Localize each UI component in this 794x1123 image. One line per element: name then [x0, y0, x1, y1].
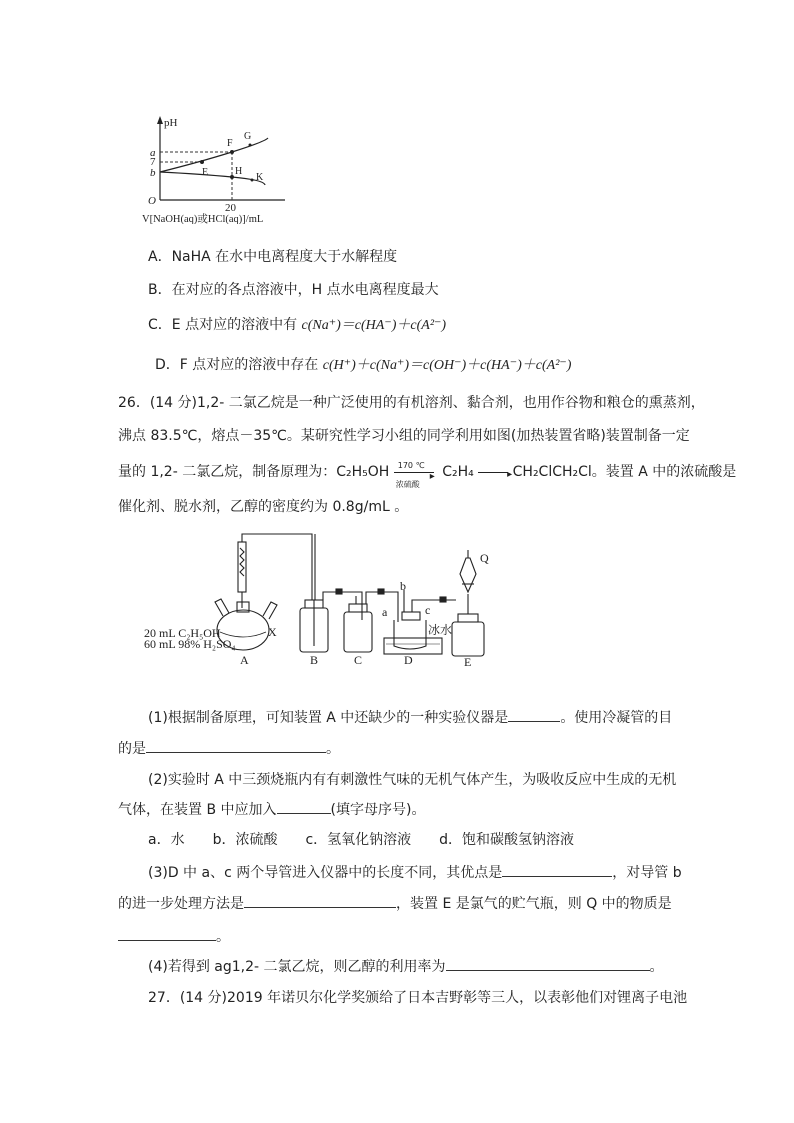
q3-text-c: 的进一步处理方法是 [118, 896, 244, 912]
q3-text-a: (3)D 中 a、c 两个导管进入仪器中的长度不同，其优点是 [148, 865, 503, 881]
q2-line2 [118, 799, 425, 820]
label-d-apparatus: D [404, 653, 413, 667]
q2-options: a．水 b．浓硫酸 c．氢氧化钠溶液 d．饱和碳酸氢钠溶液 [148, 832, 575, 848]
y-tick-b: b [150, 167, 156, 179]
point-f-label: F [227, 138, 233, 149]
option-d-formula: c(H⁺)＋c(Na⁺)＝c(OH⁻)＋c(HA⁻)＋c(A²⁻) [322, 358, 572, 373]
origin-label: O [148, 195, 156, 207]
answer-blank-q3-advantage[interactable] [502, 862, 612, 877]
q3-line2 [118, 893, 672, 914]
point-g-label: G [244, 131, 252, 142]
q1-line1 [148, 707, 672, 728]
option-d [155, 355, 571, 376]
q4-line [148, 956, 664, 977]
q26-line3 [118, 461, 737, 489]
label-c-apparatus: C [354, 653, 363, 667]
reagent-acid-label: 60 mL 98% H₂SO₄ [144, 637, 236, 651]
q3-line1 [148, 862, 682, 883]
answer-blank-q1-instrument[interactable] [508, 707, 560, 722]
option-b: B．在对应的各点溶液中，H 点水电离程度最大 [148, 282, 439, 298]
q26-line3-end: CH₂ClCH₂Cl。装置 A 中的浓硫酸是 [512, 464, 737, 480]
option-c [148, 315, 446, 336]
q4-text-a: (4)若得到 ag1,2- 二氯乙烷，则乙醇的利用率为 [148, 959, 446, 975]
option-d-prefix: D．F 点对应的溶液中存在 [155, 357, 323, 373]
x-axis-label: V[NaOH(aq)或HCl(aq)]/mL [142, 214, 264, 224]
x-tick-20: 20 [225, 202, 236, 214]
answer-blank-q1-purpose[interactable] [146, 738, 326, 753]
arrow-head: ▸ [429, 471, 435, 482]
reaction-arrow [394, 461, 438, 489]
label-x: X [268, 625, 277, 639]
apparatus-diagram [140, 530, 510, 672]
q27-line1: 27．(14 分)2019 年诺贝尔化学奖颁给了日本吉野彰等三人，以表彰他们对锂离子电池 [148, 990, 688, 1006]
y-tick-7: 7 [150, 156, 156, 168]
q1-line2 [118, 738, 340, 759]
q3-text-b: ，对导管 b [612, 865, 682, 881]
ph-graph [140, 112, 320, 224]
q4-text-b: 。 [649, 959, 664, 975]
q26-line3-mid: C₂H₄ [442, 464, 474, 480]
q26-line4: 催化剂、脱水剂，乙醇的密度约为 0.8g/mL 。 [118, 499, 409, 515]
q2-line1: (2)实验时 A 中三颈烧瓶内有有刺激性气味的无机气体产生，为吸收反应中生成的无机 [148, 772, 677, 788]
q1-text-a: (1)根据制备原理，可知装置 A 中还缺少的一种实验仪器是 [148, 710, 509, 726]
point-e-label: E [202, 167, 209, 178]
q26-line2: 沸点 83.5℃，熔点－35℃。某研究性学习小组的同学利用如图(加热装置省略)装置制备一定 [118, 428, 690, 444]
q26-line1: 26．(14 分)1,2- 二氯乙烷是一种广泛使用的有机溶剂、黏合剂，也用作谷物和粮仓的熏蒸剂， [118, 395, 705, 411]
q2-text-b: 气体，在装置 B 中应加入 [118, 802, 277, 818]
arrow-line [394, 472, 434, 473]
q3-text-d: ，装置 E 是氯气的贮气瓶，则 Q 中的物质是 [396, 896, 672, 912]
y-axis-label: pH [164, 117, 178, 129]
label-b-apparatus: B [310, 653, 319, 667]
option-c-prefix: C．E 点对应的溶液中有 [148, 317, 302, 333]
point-k-label: K [256, 172, 264, 183]
arrow-condition-bottom: 浓硫酸 [395, 480, 420, 489]
q2-text-c: (填字母序号)。 [330, 802, 426, 818]
q3-text-e: 。 [216, 929, 230, 945]
q26-line3-prefix: 量的 1,2- 二氯乙烷，制备原理为：C₂H₅OH [118, 464, 390, 480]
arrow-condition-top: 170 ℃ [397, 461, 425, 470]
answer-blank-q4[interactable] [446, 956, 650, 971]
y-tick-a: a [150, 147, 156, 159]
q1-text-d: 。 [326, 741, 340, 757]
label-e-apparatus: E [464, 655, 472, 669]
option-c-formula: c(Na⁺)＝c(HA⁻)＋c(A²⁻) [301, 318, 447, 333]
q1-text-b: 。使用冷凝管的目 [560, 710, 673, 726]
q3-line3 [118, 926, 230, 947]
tube-label-b: b [400, 579, 406, 593]
answer-blank-q3-treatment[interactable] [244, 893, 396, 908]
second-arrow: ▸ [478, 472, 508, 473]
answer-blank-q2[interactable] [277, 799, 331, 814]
label-a-apparatus: A [240, 653, 249, 667]
ice-water-label: 冰水 [428, 623, 453, 637]
reagent-ethanol-label: 20 mL C₂H₅OH [144, 626, 221, 640]
point-h-label: H [235, 166, 243, 177]
tube-label-c: c [425, 603, 431, 617]
label-q: Q [480, 551, 489, 565]
q1-text-c: 的是 [118, 741, 146, 757]
tube-label-a: a [382, 605, 388, 619]
answer-blank-q3-substance[interactable] [118, 926, 216, 941]
option-a: A．NaHA 在水中电离程度大于水解程度 [148, 249, 398, 265]
